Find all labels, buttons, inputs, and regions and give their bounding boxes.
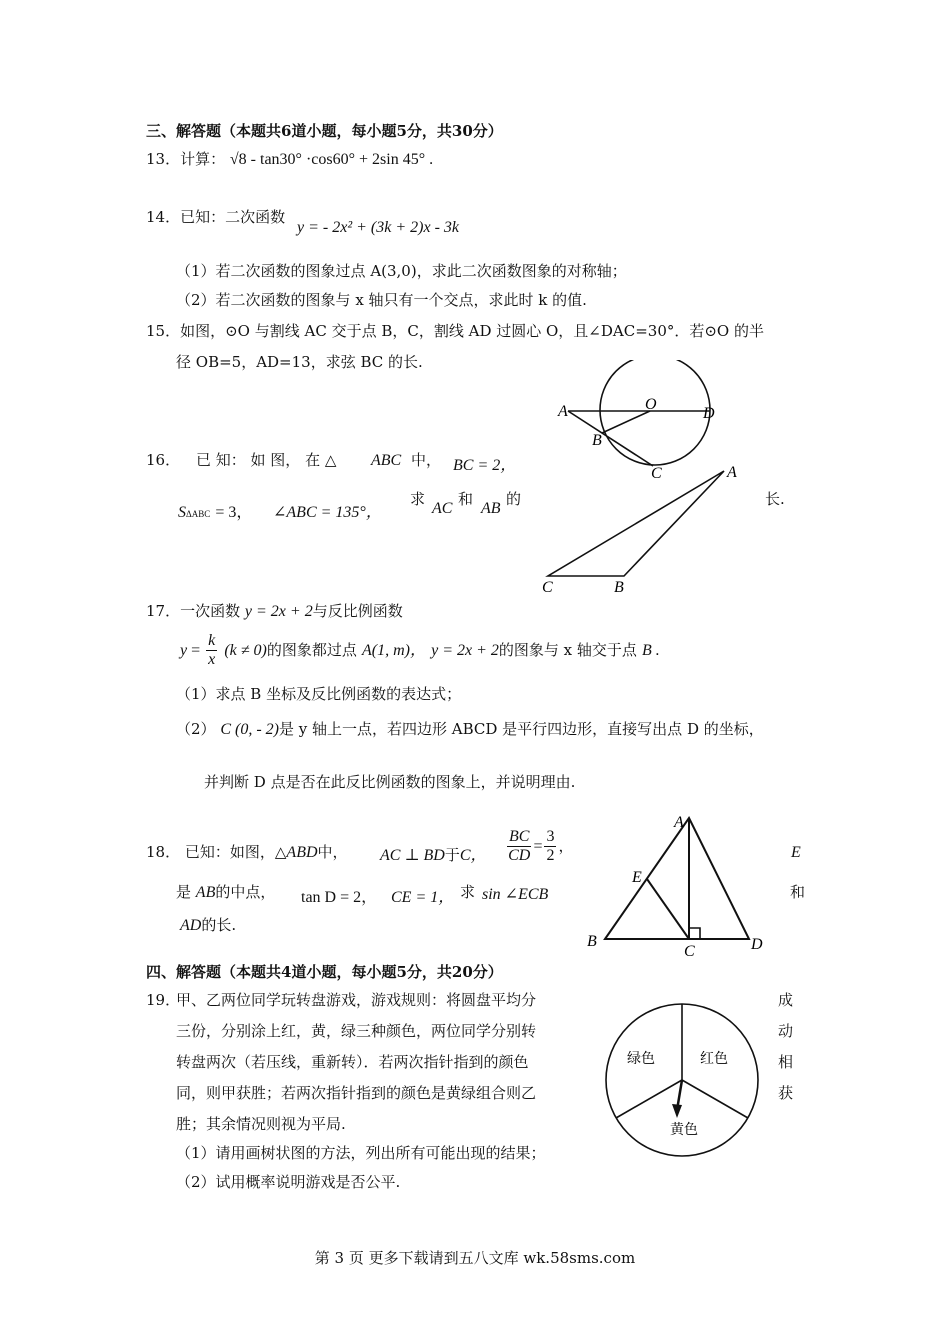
q16-line-1-mid: 中，	[411, 451, 442, 469]
q14-part-1: （1）若二次函数的图象过点 A(3,0)，求此二次函数图象的对称轴；	[176, 262, 627, 280]
q18-frac-den: CD	[508, 847, 531, 864]
q18-ce: CE = 1，	[391, 889, 455, 906]
q18-line-1-c: 于	[444, 846, 460, 864]
q18-perp: AC ⊥ BD	[380, 847, 445, 864]
q18-frac2-num: 3	[546, 828, 555, 845]
q17-point-c: C (0, - 2)	[220, 721, 279, 738]
label-c: C	[684, 943, 695, 958]
q17-line-1-b: 与反比例函数	[312, 602, 403, 620]
radius-ob	[602, 411, 650, 433]
q17-point-b: B .	[641, 642, 660, 659]
q18-line-2	[176, 882, 275, 903]
q17-point-a: A(1, m)，	[362, 642, 426, 659]
q15-line-1: 如图，⊙O 与割线 AC 交于点 B，C，割线 AD 过圆心 O，且∠DAC=30°．若⊙O 的半	[180, 322, 764, 340]
q18-frac-num: BC	[509, 828, 530, 845]
q14-part-2: （2）若二次函数的图象与 x 轴只有一个交点，求此时 k 的值.	[176, 291, 587, 309]
question-16	[146, 450, 180, 470]
q13-number: 13．	[146, 150, 181, 168]
question-13	[146, 149, 433, 170]
label-o: O	[645, 396, 657, 413]
spinner-divider-right	[682, 1080, 748, 1118]
q19-right-char-4: 获	[778, 1084, 794, 1102]
q17-line-1-a: 一次函数	[180, 602, 241, 620]
label-c: C	[542, 579, 553, 596]
label-c: C	[651, 465, 662, 482]
q18-frac-2	[544, 828, 556, 865]
q18-ad: AD	[180, 917, 202, 934]
q18-sin: sin ∠ECB	[482, 886, 549, 903]
question-15	[146, 321, 764, 341]
q19-right-char-2: 动	[778, 1022, 794, 1040]
label-a: A	[558, 403, 568, 420]
q16-area-value: = 3，	[215, 504, 253, 521]
q17-line-2-b: 的图象与 x 轴交于点	[498, 641, 637, 659]
q17-condition: (k ≠ 0)	[224, 642, 267, 659]
q18-line-1-a: 已知：如图，△	[184, 843, 287, 861]
q16-triangle-figure	[538, 458, 748, 598]
question-18	[146, 842, 348, 863]
q18-triangle-figure	[585, 808, 770, 958]
q14-lead: 已知：二次函数	[180, 208, 286, 226]
q17-line-2: y = $\frac{k}{x}$ (k ≠ 0)的图象都过点 A(1, m)， y = 2x + 2的图象与 x 轴交于点 B .	[180, 632, 660, 668]
q18-number: 18．	[146, 843, 181, 861]
q19-part-1: （1）请用画树状图的方法，列出所有可能出现的结果；	[176, 1144, 546, 1162]
q19-line-2: 三份，分别涂上红，黄，绿三种颜色，两位同学分别转	[176, 1022, 537, 1040]
q13-lead: 计算：	[180, 150, 226, 168]
q18-and-right: 和	[790, 883, 806, 901]
q16-line-2	[178, 499, 252, 522]
q17-part-1: （1）求点 B 坐标及反比例函数的表达式；	[176, 685, 462, 703]
q19-number: 19．	[146, 991, 181, 1009]
spinner-divider-left	[616, 1080, 682, 1118]
sector-red-label: 红色	[700, 1052, 728, 1067]
q16-ab: AB	[481, 500, 501, 517]
median-ce	[647, 879, 689, 939]
q17-part-2-label: （2）	[176, 720, 216, 738]
sector-green-label: 绿色	[627, 1052, 655, 1067]
spinner-pointer-head	[672, 1104, 682, 1118]
q16-ask: 求	[410, 490, 426, 508]
label-d: D	[751, 936, 763, 953]
q18-line-2-a: 是	[176, 883, 192, 901]
q16-and: 和	[458, 490, 474, 508]
q14-function: y = - 2x² + (3k + 2)x - 3k	[297, 219, 460, 236]
q18-line-3	[180, 915, 236, 935]
sector-yellow-label: 黄色	[670, 1123, 698, 1138]
q16-ac: AC	[432, 500, 453, 517]
q18-ab: AB	[195, 884, 216, 901]
label-b: B	[592, 432, 602, 449]
q17-part-2-text: 是 y 轴上一点，若四边形 ABCD 是平行四边形，直接写出点 D 的坐标，	[278, 720, 764, 738]
q18-e-right: E	[791, 844, 801, 861]
q17-frac-num: k	[208, 632, 216, 649]
q18-frac-1	[507, 828, 531, 865]
q14-number: 14．	[146, 208, 181, 226]
page-footer: 第 3 页 更多下载请到五八文库 wk.58sms.com	[314, 1249, 636, 1267]
q18-line-3-text: 的长.	[201, 916, 237, 934]
q19-right-char-1: 成	[778, 991, 794, 1009]
q17-part-2	[176, 719, 764, 740]
q15-number: 15．	[146, 322, 181, 340]
q18-line-2-c: 求	[460, 883, 476, 901]
q17-frac-den: x	[208, 651, 216, 668]
q18-abd: ABD	[286, 844, 318, 861]
label-b: B	[614, 579, 624, 596]
q18-comma: ，	[558, 837, 574, 855]
q18-line-1-b: 中，	[317, 843, 348, 861]
right-angle-mark	[689, 928, 700, 939]
q19-line-5: 胜；其余情况则视为平局.	[176, 1115, 346, 1133]
q13-expression: √8 - tan30° ·cos60° + 2sin 45° .	[229, 151, 434, 168]
triangle-abc	[548, 471, 724, 576]
q17-number: 17．	[146, 602, 181, 620]
q17-fraction	[206, 632, 217, 669]
label-a: A	[727, 464, 737, 481]
q17-part-2-line-2: 并判断 D 点是否在此反比例函数的图象上，并说明理由.	[204, 773, 576, 791]
q19-line-3: 转盘两次（若压线，重新转）．若两次指针指到的颜色	[176, 1053, 529, 1071]
label-a: A	[674, 814, 684, 831]
label-e: E	[632, 869, 642, 886]
q18-frac2-den: 2	[546, 847, 555, 864]
q19-spinner-figure	[600, 1000, 765, 1160]
q17-line-2-a: 的图象都过点	[266, 641, 357, 659]
q16-triangle: ABC	[371, 452, 402, 469]
section-4-title: 四、解答题（本题共4道小题，每小题5分，共20分）	[146, 963, 503, 981]
q19-right-char-3: 相	[778, 1053, 794, 1071]
q18-ratio	[505, 828, 574, 865]
q19-line-4: 同，则甲获胜；若两次指针指到的颜色是黄绿组合则乙	[176, 1084, 537, 1102]
q16-de: 的	[506, 490, 522, 508]
q16-bc: BC = 2，	[453, 457, 517, 474]
question-17	[146, 601, 403, 622]
q16-angle: ∠ABC = 135°，	[273, 504, 382, 521]
q19-line-1: 甲、乙两位同学玩转盘游戏，游戏规则：将圆盘平均分	[176, 991, 537, 1009]
q16-area-s: S	[178, 504, 186, 521]
q15-line-2: 径 OB=5，AD=13，求弦 BC 的长.	[176, 353, 423, 371]
q18-c: C，	[459, 847, 487, 864]
q18-tand: tan D = 2，	[301, 889, 378, 906]
q18-frac-eq: =	[533, 838, 543, 855]
q17-linear: y = 2x + 2	[244, 603, 313, 620]
question-14	[146, 207, 285, 227]
q16-line-1-text: 已 知： 如 图， 在 △	[196, 451, 337, 469]
label-b: B	[587, 933, 597, 950]
q19-part-2: （2）试用概率说明游戏是否公平.	[176, 1173, 401, 1191]
q17-linear-2: y = 2x + 2	[431, 642, 499, 659]
label-d: D	[703, 405, 715, 422]
q16-number: 16．	[146, 451, 181, 469]
q16-area-sub: ΔABC	[186, 509, 211, 519]
section-3-title: 三、解答题（本题共6道小题，每小题5分，共30分）	[146, 122, 503, 140]
q18-perp-line	[380, 842, 487, 865]
q18-line-2-b: 的中点，	[215, 883, 276, 901]
q16-end: 长.	[765, 490, 785, 508]
